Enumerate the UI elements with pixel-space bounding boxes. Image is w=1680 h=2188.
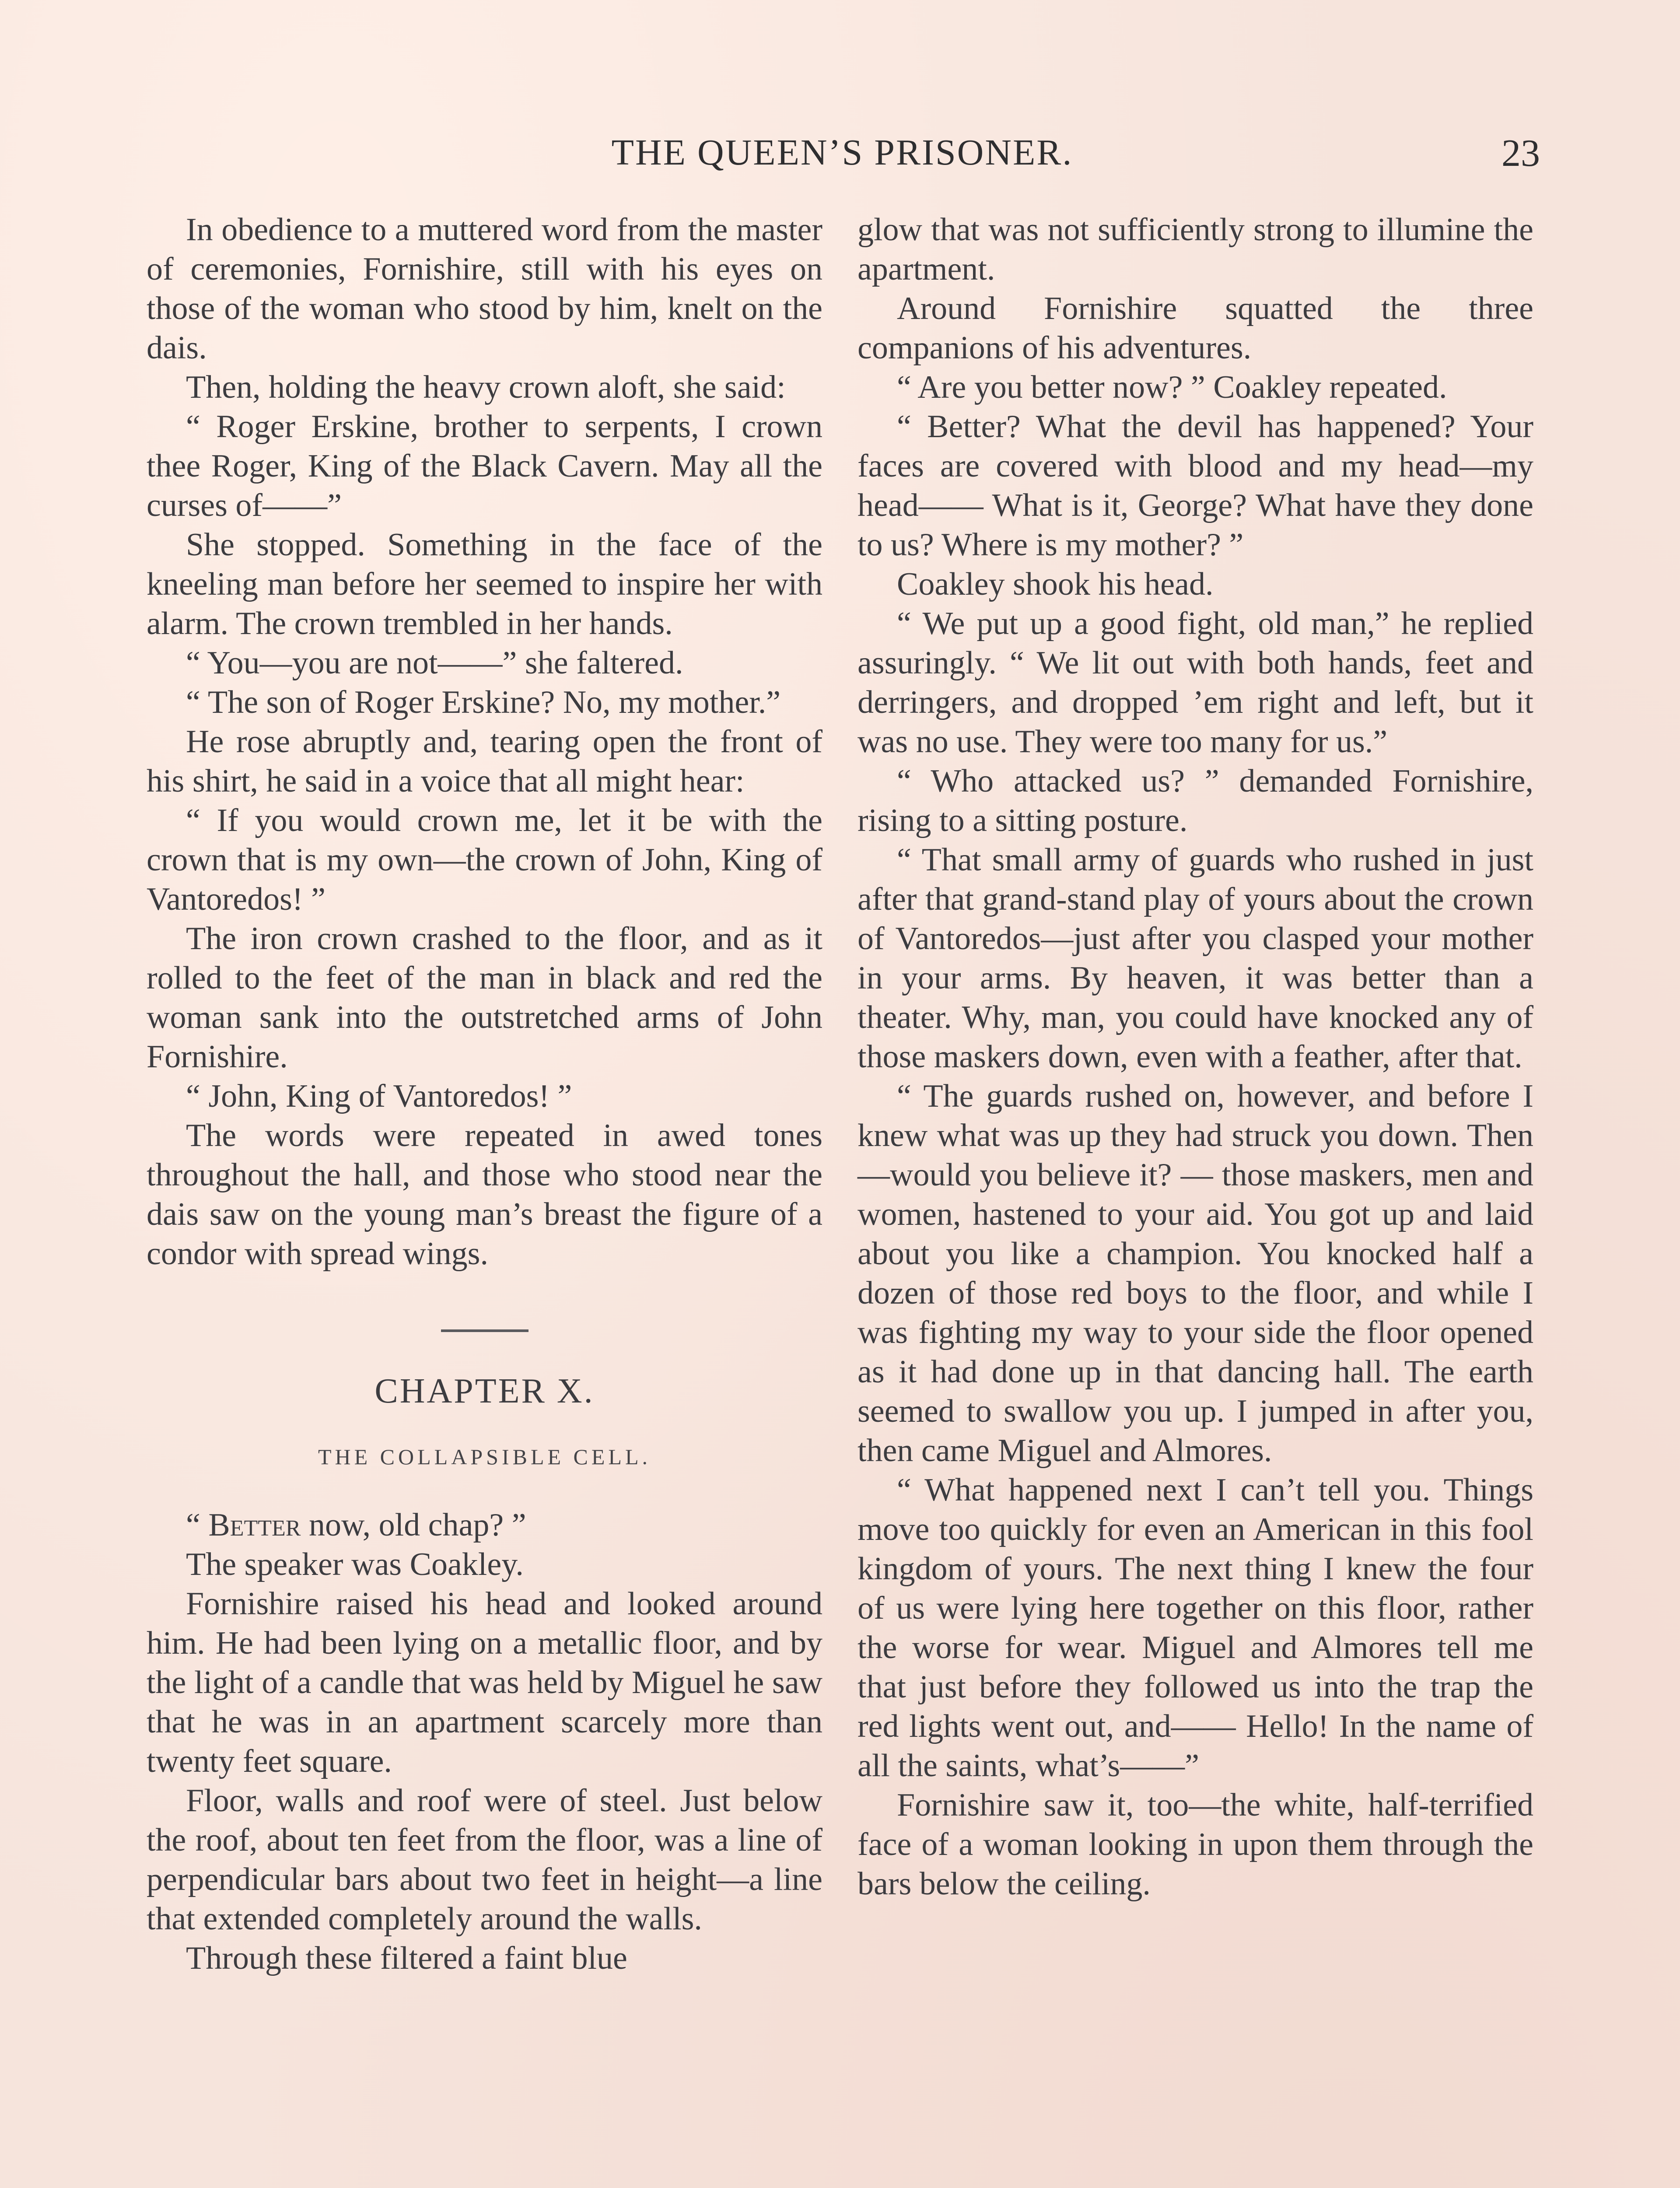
- paragraph: She stopped. Something in the face of the kneeling man before her seemed to inspire her with alarm. The crown trembled in her hands.: [147, 527, 822, 642]
- running-title: THE QUEEN’S PRISONER.: [611, 132, 1073, 173]
- chapter-subtitle: THE COLLAPSIBLE CELL.: [318, 1445, 651, 1469]
- right-column: [858, 210, 1533, 1904]
- paragraph: “ Are you better now? ” Coakley repeated.: [897, 369, 1447, 405]
- paragraph: “ That small army of guards who rushed in just after that grand-stand play of yours about the crown of Vantoredos—just after you clasped your mother in your arms. By heaven, it was better than a theater. Why, man, you could have knocked any of those maskers down, even with a feather, after that.: [858, 842, 1533, 1075]
- opening-word: Better: [208, 1507, 301, 1543]
- paragraph: The words were repeated in awed tones throughout the hall, and those who stood near the dais saw on the young man’s breast the figure of a condor with spread wings.: [147, 1118, 822, 1272]
- paragraph: “ We put up a good fight, old man,” he replied assuringly. “ We lit out with both hands, feet and derringers, and dropped ’em right and left, but it was no use. They were too many for us.”: [858, 606, 1533, 760]
- paragraph: “ Better? What the devil has happened? Your faces are covered with blood and my head—my head—— What is it, George? What have they done to us? Where is my mother? ”: [858, 409, 1533, 563]
- paragraph: “ John, King of Vantoredos! ”: [186, 1078, 572, 1114]
- paragraph: Then, holding the heavy crown aloft, she said:: [186, 369, 786, 405]
- left-column: [147, 210, 822, 1978]
- paragraph: “ The guards rushed on, however, and before I knew what was up they had struck you down. Then—would you believe it? — those maskers, men and women, hastened to your aid. You got up and laid about you like a champion. You knocked half a dozen of those red boys to the floor, and while I was fighting my way to your side the floor opened as it had done up in that dancing hall. The earth seemed to swallow you up. I jumped in after you, then came Miguel and Almores.: [858, 1078, 1533, 1469]
- paragraph: “ Who attacked us? ” demanded Fornishire, rising to a sitting posture.: [858, 763, 1533, 838]
- opening-quote: “: [186, 1507, 209, 1543]
- paragraph: The speaker was Coakley.: [186, 1546, 524, 1582]
- paragraph: Floor, walls and roof were of steel. Just below the roof, about ten feet from the floor, was a line of perpendicular bars about two feet in height—a line that extended completely around the walls.: [147, 1783, 822, 1937]
- continued-paragraph: glow that was not sufficiently strong to illumine the apartment.: [858, 212, 1533, 287]
- running-head: [144, 131, 1540, 188]
- paragraph: Fornishire raised his head and looked around him. He had been lying on a metallic floor, and by the light of a candle that was held by Miguel he saw that he was in an apartment scarcely more than twenty feet square.: [147, 1586, 822, 1779]
- paragraph: Around Fornishire squatted the three companions of his adventures.: [858, 291, 1533, 366]
- paragraph: In obedience to a muttered word from the master of ceremonies, Fornishire, still with his eyes on those of the woman who stood by him, knelt on the dais.: [147, 212, 822, 366]
- paragraph: “ The son of Roger Erskine? No, my mother.”: [186, 684, 781, 720]
- paragraph: Coakley shook his head.: [897, 566, 1214, 602]
- paragraph: He rose abruptly and, tearing open the front of his shirt, he said in a voice that all might hear:: [147, 724, 822, 799]
- chapter-divider-rule: [441, 1329, 528, 1332]
- chapter-opening-paragraph: [147, 1505, 822, 1545]
- paragraph: “ What happened next I can’t tell you. Things move too quickly for even an American in this fool kingdom of yours. The next thing I knew the four of us were lying here together on this floor, rather the worse for wear. Miguel and Almores tell me that just before they followed us into the trap the red lights went out, and—— Hello! In the name of all the saints, what’s——”: [858, 1472, 1533, 1784]
- paragraph: “ You—you are not——” she faltered.: [186, 645, 683, 681]
- paragraph: Through these filtered a faint blue: [186, 1940, 627, 1976]
- paragraph: “ If you would crown me, let it be with the crown that is my own—the crown of John, King of Vantoredos! ”: [147, 803, 822, 917]
- opening-rest: now, old chap? ”: [301, 1507, 526, 1543]
- page-number: 23: [1502, 132, 1540, 175]
- paragraph: “ Roger Erskine, brother to serpents, I crown thee Roger, King of the Black Cavern. May all the curses of——”: [147, 409, 822, 523]
- chapter-title: CHAPTER X.: [374, 1372, 595, 1410]
- paragraph: The iron crown crashed to the floor, and as it rolled to the feet of the man in black and red the woman sank into the outstretched arms of John Fornishire.: [147, 921, 822, 1075]
- paragraph: Fornishire saw it, too—the white, half-terrified face of a woman looking in upon them through the bars below the ceiling.: [858, 1787, 1533, 1902]
